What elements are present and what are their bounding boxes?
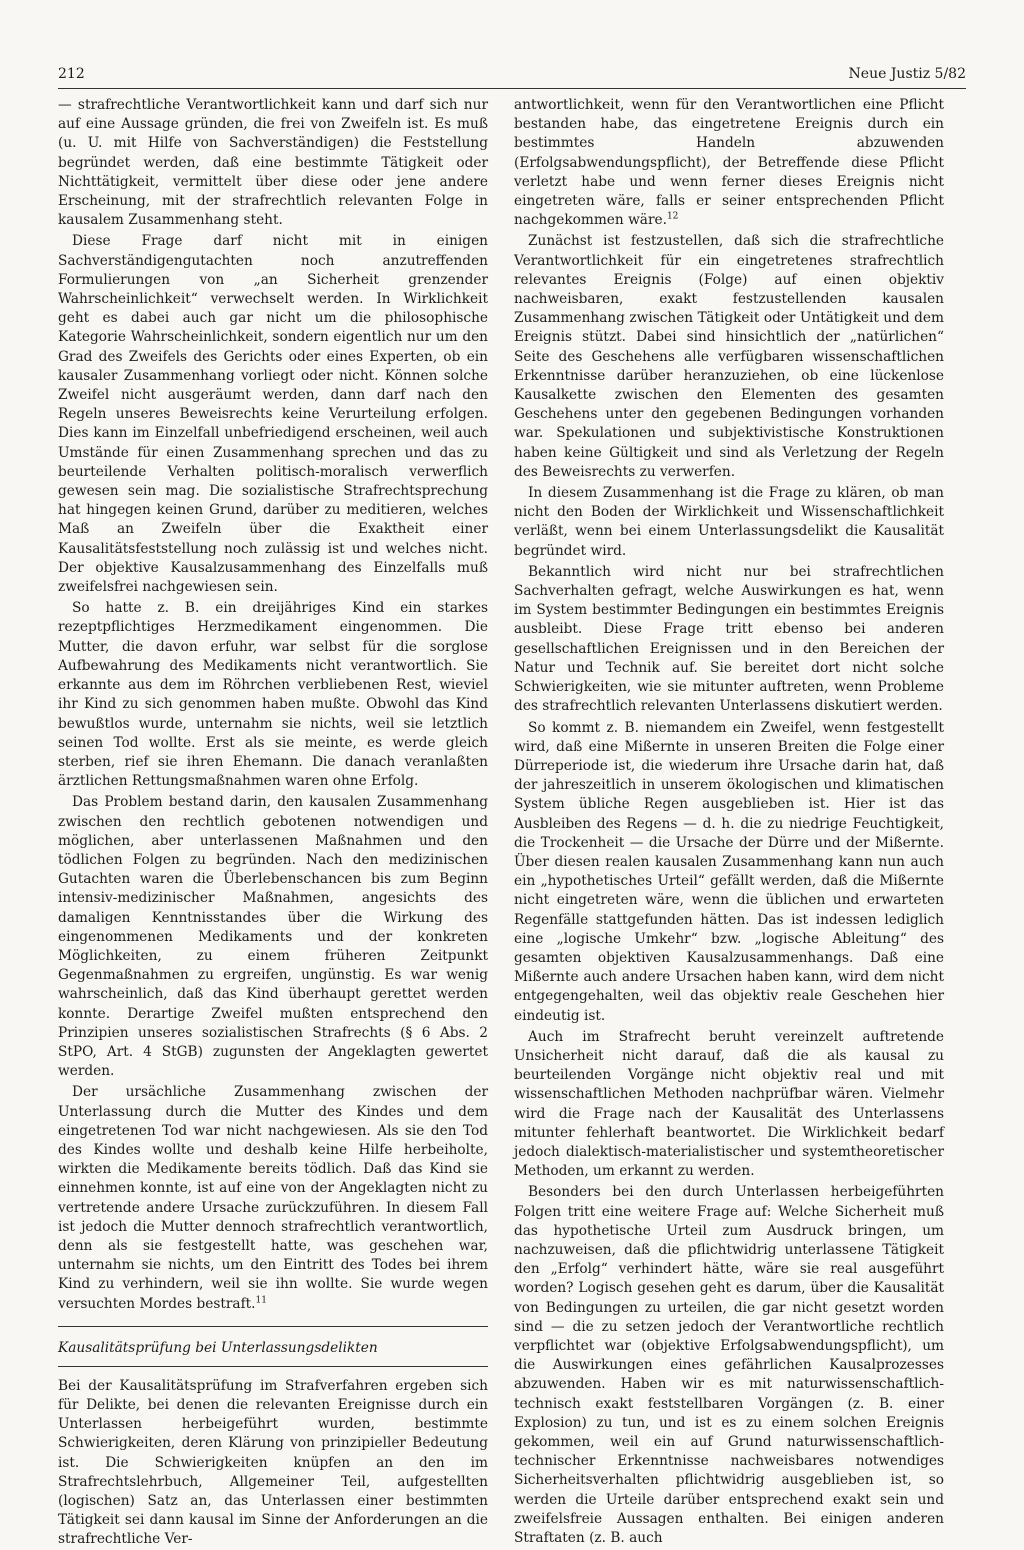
right-paragraph-2: Zunächst ist festzustellen, daß sich die strafrechtliche Verantwortlichkeit für ein eingetretenes strafrechtlich relevantes Ereignis (Folge) auf einen objektiv nachweisbaren, exakt festzustellenden kausalen Zusammenhang zwischen Tätigkeit oder Untätigkeit und dem Ereignis stützt. Dabei sind hinsichtlich der „natürlichen“ Seite des Geschehens alle verfügbaren wissenschaftlichen Erkenntnisse darüber heranzuziehen, ob eine lückenlose Kausalkette zwischen den Elementen des gesamten Geschehens unter den gegebenen Bedingungen vorhanden war. Spekulationen und subjektivistische Konstruktionen haben keine Gültigkeit und sind als Verletzung der Regeln des Beweisrechts zu verwerfen. xyxy=(514,233,944,480)
left-column xyxy=(58,96,488,1550)
right-paragraph-1 xyxy=(514,96,944,230)
section-divider xyxy=(58,1326,488,1327)
left-paragraph-6: Bei der Kausalitätsprüfung im Strafverfahren ergeben sich für Delikte, bei denen die relevanten Ereignisse durch ein Unterlassen herbeigeführt wurden, bestimmte Schwierigkeiten, deren Klärung von prinzipieller Bedeutung ist. Die Schwierigkeiten knüpfen an den im Strafrechtslehrbuch, Allgemeiner Teil, aufgestellten (logischen) Satz an, das Unterlassen einer bestimmten Tätigkeit sei dann kausal im Sinne der Anforderungen an die strafrechtliche Ver- xyxy=(58,1377,488,1548)
footnote-ref-12: 12 xyxy=(666,211,679,222)
left-paragraph-1: — strafrechtliche Verantwortlichkeit kann und darf sich nur auf eine Aussage gründen, die frei von Zweifeln ist. Es muß (u. U. mit Hilfe von Sachverständigen) die Feststellung begründet werden, daß eine bestimmte Tätigkeit oder Nichttätigkeit, vermittelt über diese oder jene andere Erscheinung, mit der strafrechtlich relevanten Folge in kausalem Zusammenhang steht. xyxy=(58,97,488,229)
right-paragraph-6: Auch im Strafrecht beruht vereinzelt auftretende Unsicherheit nicht darauf, daß die als kausal zu beurteilenden Vorgänge nicht objektiv real und mit wissenschaftlichen Methoden nachprüfbar wären. Vielmehr wird die Frage nach der Kausalität des Unterlassens mitunter fehlerhaft beantwortet. Die Wirklichkeit bedarf jedoch dialektisch-materialistischer und systemtheoretischer Methoden, um erkannt zu werden. xyxy=(514,1028,944,1180)
page-header xyxy=(58,66,966,89)
right-paragraph-1-text: antwortlichkeit, wenn für den Verantwortlichen eine Pflicht bestanden habe, das eingetretene Ereignis durch ein bestimmtes Handeln abzuwenden (Erfolgsabwendungspflicht), der Betreffende diese Pflicht verletzt habe und wenn ferner dieses Ereignis nicht eingetreten wäre, falls er seiner entsprechenden Pflicht nachgekommen wäre. xyxy=(514,97,944,229)
right-paragraph-3: In diesem Zusammenhang ist die Frage zu klären, ob man nicht den Boden der Wirklichkeit und Wissenschaftlichkeit verläßt, wenn bei einem Unterlassungsdelikt die Kausalität begründet wird. xyxy=(514,485,944,559)
right-paragraph-4: Bekanntlich wird nicht nur bei strafrechtlichen Sachverhalten gefragt, welche Auswirkungen es hat, wenn im System bestimmter Bedingungen ein bestimmtes Ereignis ausbleibt. Diese Frage tritt ebenso bei anderen gesellschaftlichen Ereignissen und in den Bereichen der Natur und Technik auf. Sie bereitet dort nicht solche Schwierigkeiten, wie sie mitunter auftreten, wenn Probleme des strafrechtlich relevanten Unterlassens diskutiert werden. xyxy=(514,563,944,715)
right-column xyxy=(514,96,944,1548)
left-paragraph-2: Diese Frage darf nicht mit in einigen Sachverständigengutachten noch anzutreffenden Formulierungen von „an Sicherheit grenzender Wahrscheinlichkeit“ verwechselt werden. In Wirklichkeit geht es dabei auch gar nicht um die philosophische Kategorie Wahrscheinlichkeit, sondern eigentlich nur um den Grad des Zweifels des Gerichts oder eines Experten, ob ein kausaler Zusammenhang vorliegt oder nicht. Können solche Zweifel nicht ausgeräumt werden, dann darf nach den Regeln unseres Beweisrechts keine Verurteilung erfolgen. Dies kann im Einzelfall unbefriedigend erscheinen, weil auch Umstände für einen Zusammenhang sprechen und das zu beurteilende Verhalten politisch-moralisch verwerflich gewesen sein mag. Die sozialistische Strafrechtsprechung hat hingegen keinen Grund, darüber zu meditieren, welches Maß an Zweifeln über die Exaktheit einer Kausalitätsfeststellung noch zulässig ist und welches nicht. Der objektive Kausalzusammenhang des Einzelfalls muß zweifelsfrei nachgewiesen sein. xyxy=(58,233,488,596)
right-paragraph-7: Besonders bei den durch Unterlassen herbeigeführten Folgen tritt eine weitere Frage auf: Welche Sicherheit muß das hypothetische Urteil zum Ausdruck bringen, um nachzuweisen, daß die pflichtwidrig unterlassene Tätigkeit den „Erfolg“ verhindert hätte, wäre sie real ausgeführt worden? Logisch gesehen geht es darum, über die Kausalität von Bedingungen zu urteilen, die gar nicht gesetzt worden sind — die zu setzen jedoch der Verantwortliche rechtlich verpflichtet war (objektive Erfolgsabwendungspflicht), um die Auswirkungen eines gefährlichen Kausalprozesses abzuwenden. Haben wir es mit naturwissenschaftlich-technisch exakt feststellbaren Vorgängen (z. B. einer Explosion) zu tun, und ist es zu einem solchen Ereignis gekommen, weil ein auf Grund naturwissenschaftlich-technischer Erkenntnisse nachweisbares notwendiges Sicherheitsverhalten pflichtwidrig ausgeblieben ist, so werden die Urteile darüber entsprechend exakt sein und zweifelsfreie Aussagen enthalten. Bei einigen anderen Straftaten (z. B. auch xyxy=(514,1184,944,1547)
section-heading: Kausalitätsprüfung bei Unterlassungsdelikten xyxy=(58,1333,488,1367)
journal-title: Neue Justiz 5/82 xyxy=(848,66,966,82)
left-paragraph-5-text: Der ursächliche Zusammenhang zwischen der Unterlassung durch die Mutter des Kindes und dem eingetretenen Tod war nicht nachgewiesen. Als sie den Tod des Kindes wollte und deshalb keine Hilfe herbeiholte, wirkten die Medikamente bereits tödlich. Daß das Kind sie einnehmen konnte, ist auf eine von der Angeklagten nicht zu vertretende andere Ursache zurückzuführen. In diesem Fall ist jedoch die Mutter dennoch strafrechtlich verantwortlich, denn als sie festgestellt hatte, was geschehen war, unternahm sie nichts, um den Eintritt des Todes bei ihrem Kind zu verhindern, weil sie ihn wollte. Sie wurde wegen versuchten Mordes bestraft. xyxy=(58,1084,488,1312)
right-paragraph-5: So kommt z. B. niemandem ein Zweifel, wenn festgestellt wird, daß eine Mißernte in unseren Breiten die Folge einer Dürreperiode ist, die wiederum ihre Ursache darin hat, daß der jahreszeitlich in unserem ökologischen und klimatischen System übliche Regen ausgeblieben ist. Hier ist das Ausbleiben des Regens — d. h. die zu niedrige Feuchtigkeit, die Trockenheit — die Ursache der Dürre und der Mißernte. Über diesen realen kausalen Zusammenhang kann nun auch ein „hypothetisches Urteil“ gefällt werden, daß die Mißernte nicht eingetreten wäre, wenn die üblichen und erwarteten Regenfälle stattgefunden hätten. Das ist indessen lediglich eine „logische Umkehr“ bzw. „logische Ableitung“ des gesamten objektiven Kausalzusammenhangs. Daß eine Mißernte auch andere Ursachen haben kann, wird dem nicht entgegengehalten, weil das objektiv reale Geschehen hier eindeutig ist. xyxy=(514,719,944,1024)
left-paragraph-5 xyxy=(58,1083,488,1313)
footnote-ref-11: 11 xyxy=(255,1295,267,1306)
page-number: 212 xyxy=(58,66,85,82)
left-paragraph-3: So hatte z. B. ein dreijähriges Kind ein starkes rezeptpflichtiges Herzmedikament eingenommen. Die Mutter, die davon erfuhr, war selbst für die sorglose Aufbewahrung des Medikaments nicht verantwortlich. Sie erkannte aus dem im Röhrchen verbliebenen Rest, wieviel ihr Kind zu sich genommen haben mußte. Obwohl das Kind bewußtlos wurde, unternahm sie nichts, weil sie letztlich seinen Tod wollte. Erst als sie meinte, es werde gleich sterben, rief sie ihren Ehemann. Die danach veranlaßten ärztlichen Rettungsmaßnahmen waren ohne Erfolg. xyxy=(58,600,488,790)
left-paragraph-4: Das Problem bestand darin, den kausalen Zusammenhang zwischen den rechtlich gebotenen notwendigen und möglichen, aber unterlassenen Maßnahmen und den tödlichen Folgen zu begründen. Nach den medizinischen Gutachten waren die Überlebenschancen bis zum Beginn intensiv-medizinischer Maßnahmen, angesichts des damaligen Kenntnisstandes über die Wirkung des eingenommenen Medikaments und der konkreten Möglichkeiten, zu einem früheren Zeitpunkt Gegenmaßnahmen zu ergreifen, ungünstig. Es war wenig wahrscheinlich, daß das Kind überhaupt gerettet werden konnte. Derartige Zweifel mußten entsprechend den Prinzipien unseres sozialistischen Strafrechts (§ 6 Abs. 2 StPO, Art. 4 StGB) zugunsten der Angeklagten gewertet werden. xyxy=(58,794,488,1080)
